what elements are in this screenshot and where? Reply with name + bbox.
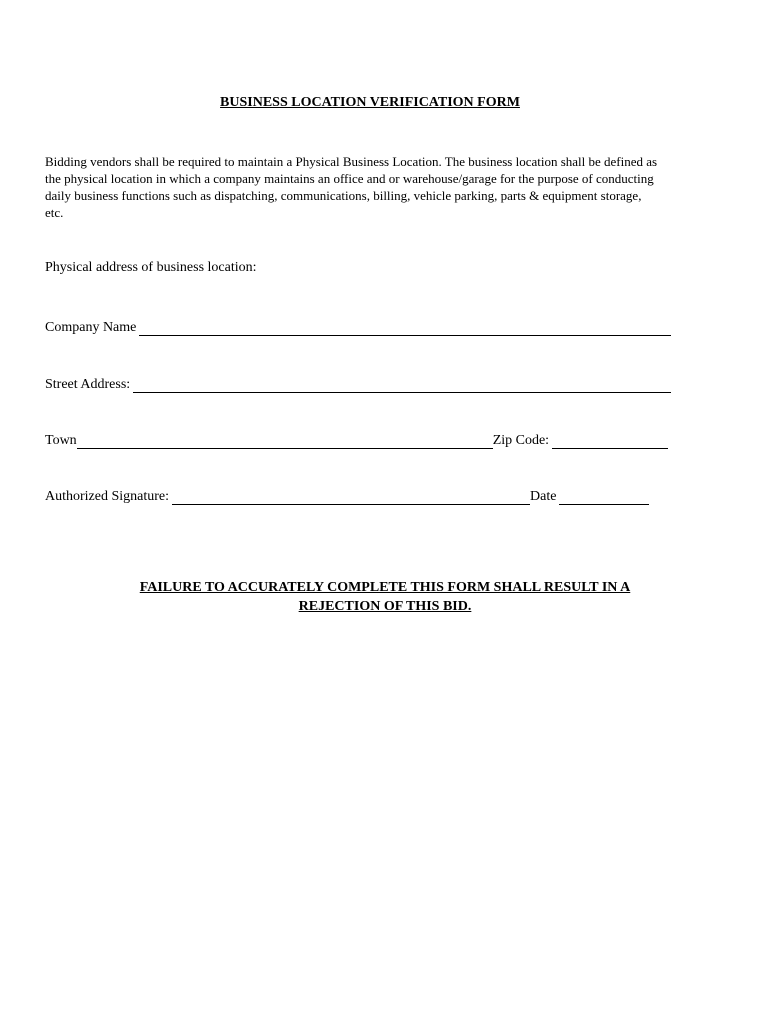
intro-line: etc. [45,205,64,220]
street-address-label: Street Address: [45,377,131,392]
street-address-row [45,373,671,393]
warning-line: REJECTION OF THIS BID. [298,599,472,614]
warning-line: FAILURE TO ACCURATELY COMPLETE THIS FORM SHALL RESULT IN A [139,580,631,595]
intro-paragraph [45,153,705,221]
signature-label: Authorized Signature: [45,489,170,504]
date-label: Date [530,489,557,504]
street-address-field[interactable] [133,378,671,393]
company-name-row [45,316,671,336]
zip-field[interactable] [552,434,668,449]
signature-date-row [45,485,649,505]
town-label: Town [45,433,77,448]
town-zip-row [45,429,668,449]
date-field[interactable] [559,490,649,505]
zip-label: Zip Code: [492,433,550,448]
intro-line: Bidding vendors shall be required to maintain a Physical Business Location. The business location shall be defined as [45,154,658,169]
form-title: BUSINESS LOCATION VERIFICATION FORM [220,95,520,110]
town-field[interactable] [77,434,493,449]
signature-field[interactable] [172,490,530,505]
rejection-warning [0,578,770,616]
company-name-field[interactable] [139,321,671,336]
company-name-label: Company Name [45,320,137,335]
intro-line: the physical location in which a company maintains an office and or warehouse/garage for the purpose of conducting [45,171,654,186]
physical-address-heading: Physical address of business location: [45,260,257,275]
intro-line: daily business functions such as dispatching, communications, billing, vehicle parking, parts & equipment storage, [45,188,642,203]
